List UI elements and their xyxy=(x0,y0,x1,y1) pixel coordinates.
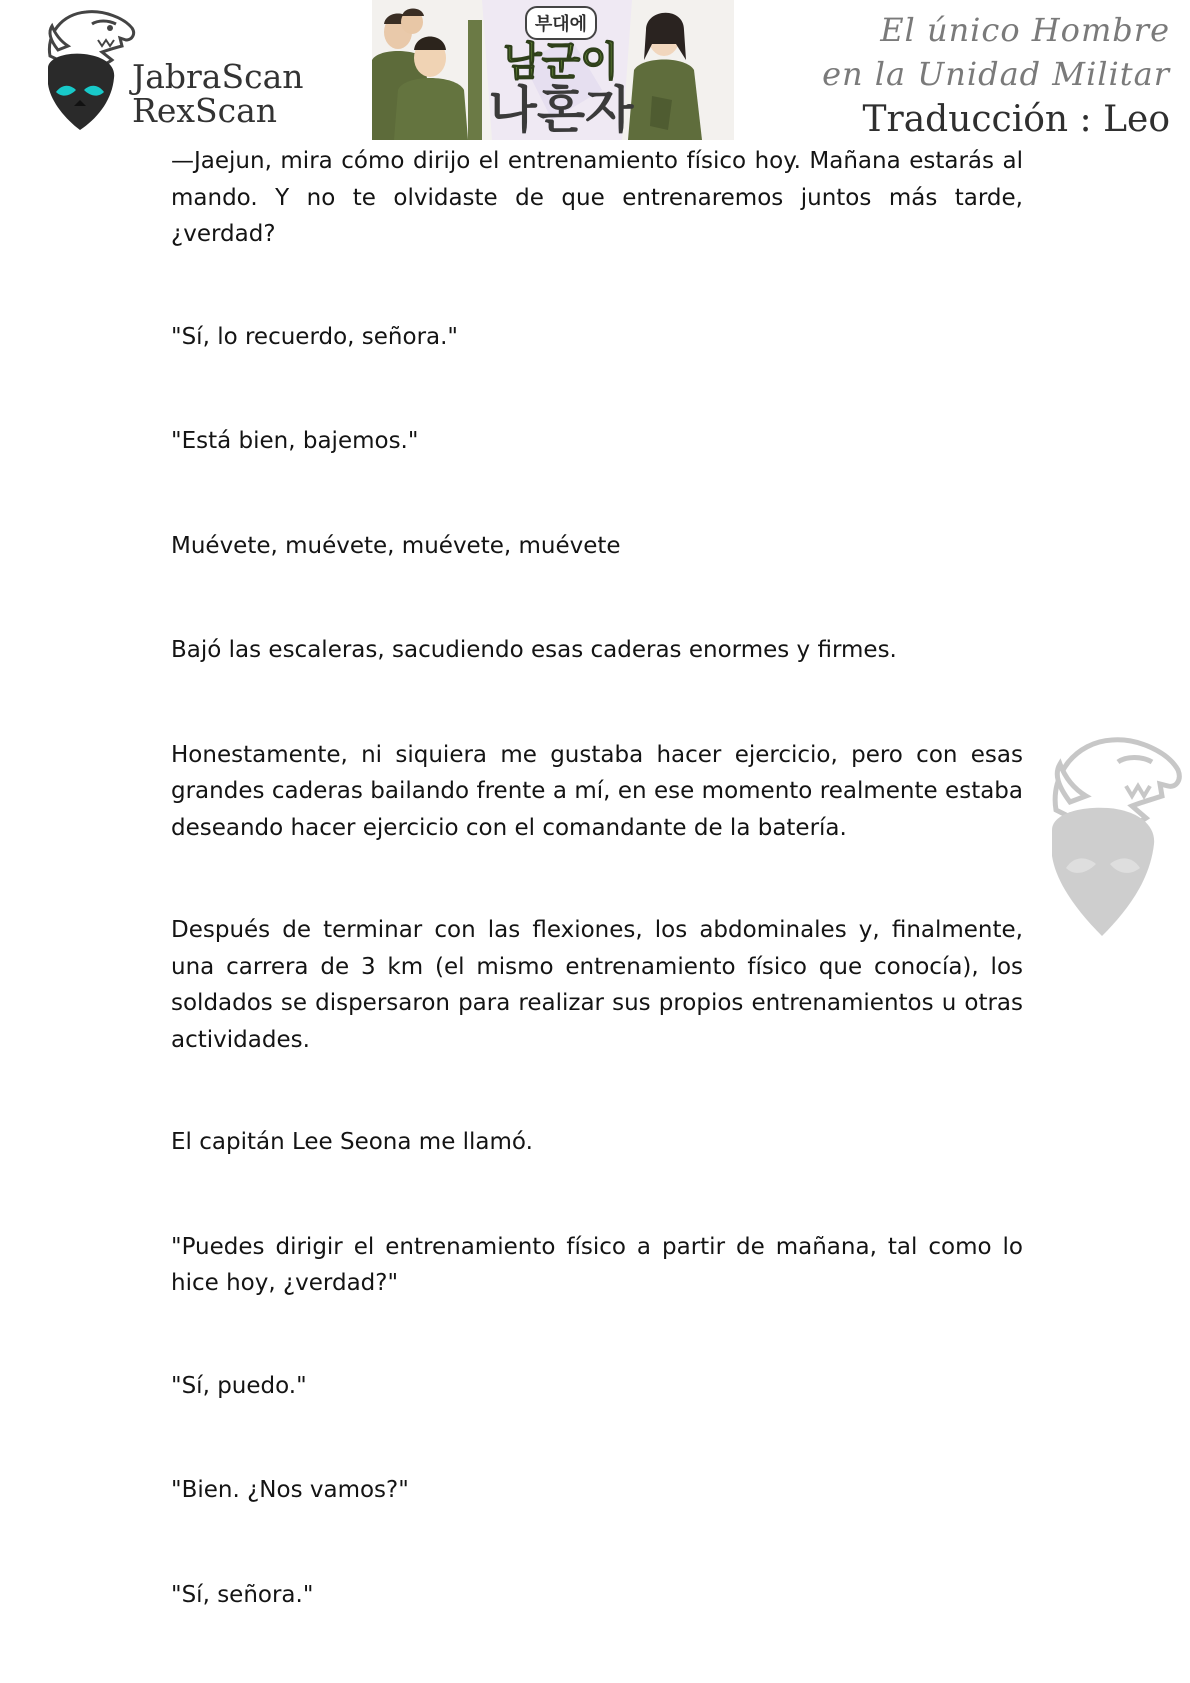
cover-title-line-2: 나혼자 xyxy=(488,81,634,139)
cover-title-line-1: 남군이 xyxy=(503,39,619,85)
cover-art-banner xyxy=(372,0,734,140)
cover-subtitle: 부대에 xyxy=(525,6,597,40)
paragraph: "Sí, puedo." xyxy=(171,1372,307,1399)
paragraph: "Puedes dirigir el entrenamiento físico a partir de mañana, tal como lo hice hoy, ¿verdad?" xyxy=(171,1233,1023,1296)
page-header xyxy=(0,0,1190,142)
series-title-line-1: El único Hombre xyxy=(880,11,1170,49)
translator-credit: Traducción : Leo xyxy=(862,99,1170,140)
paragraph: Honestamente, ni siquiera me gustaba hacer ejercicio, pero con esas grandes caderas bailando frente a mí, en ese momento realmente estaba deseando hacer ejercicio con el comandante de la batería. xyxy=(171,741,1023,841)
paragraph: "Está bien, bajemos." xyxy=(171,428,419,454)
brand-line-1: JabraScan xyxy=(132,57,304,96)
series-title-line-2: en la Unidad Militar xyxy=(822,55,1170,93)
paragraph: El capitán Lee Seona me llamó. xyxy=(171,1129,533,1155)
paragraph: Muévete, muévete, muévete, muévete xyxy=(171,532,621,559)
paragraph: Bajó las escaleras, sacudiendo esas caderas enormes y firmes. xyxy=(171,637,897,663)
dinosaur-skull-logo-icon xyxy=(28,4,140,136)
paragraph: Después de terminar con las flexiones, los abdominales y, finalmente, una carrera de 3 km (el mismo entrenamiento físico que conocía), los soldados se dispersaron para realizar sus propios entrenamientos u otras actividades. xyxy=(171,917,1023,1053)
cover-title xyxy=(476,6,646,139)
series-title-block xyxy=(822,8,1170,144)
paragraph: "Sí, lo recuerdo, señora." xyxy=(171,323,459,350)
paragraph: —Jaejun, mira cómo dirijo el entrenamiento físico hoy. Mañana estarás al mando. Y no te olvidaste de que entrenaremos juntos más tarde, ¿verdad? xyxy=(171,148,1023,247)
paragraph: "Bien. ¿Nos vamos?" xyxy=(171,1477,409,1503)
brand-line-2: RexScan xyxy=(132,91,278,130)
chapter-text xyxy=(171,143,1023,1613)
dinosaur-skull-watermark-icon xyxy=(1026,730,1186,948)
paragraph: "Sí, señora." xyxy=(171,1581,314,1608)
scan-group-brand xyxy=(132,57,304,130)
